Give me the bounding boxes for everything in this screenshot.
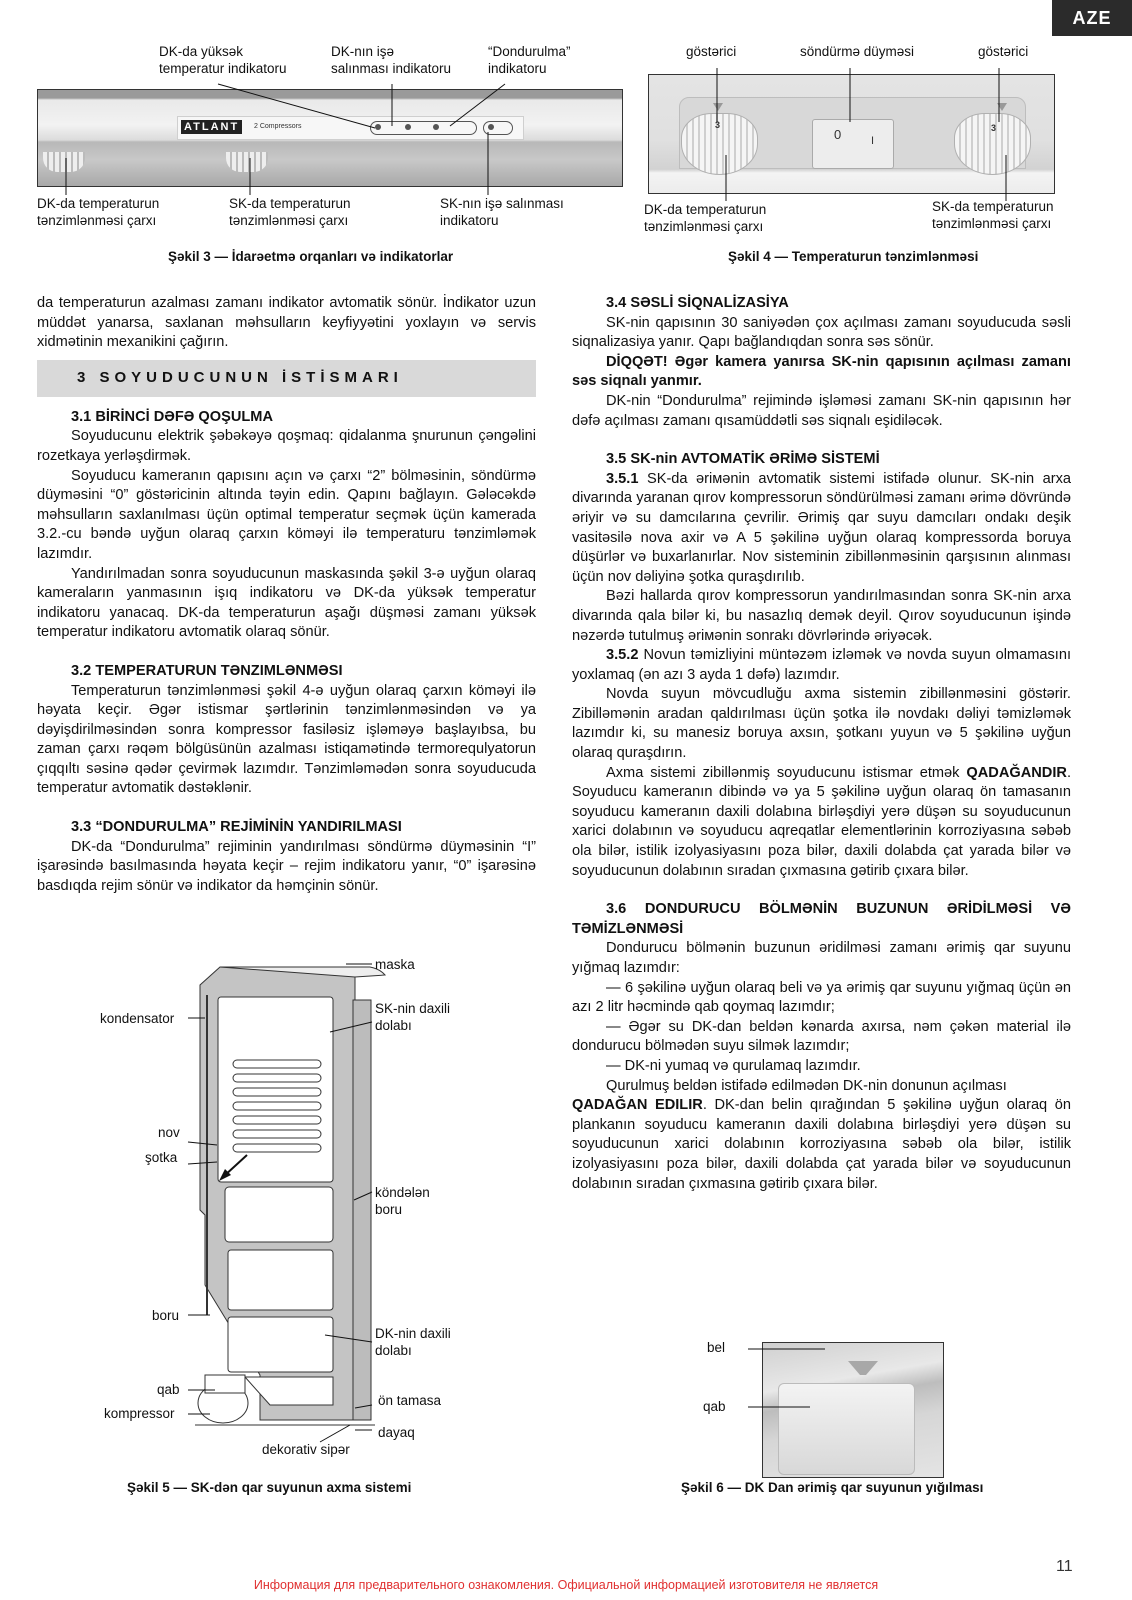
page-number: 11	[1056, 1558, 1073, 1575]
warning-paragraph: DİQQƏT! Əgər kamera yanırsa SK-nin qapısının açılması zamanı səs siqnalı yanmır.	[572, 353, 1071, 390]
fig5-label-dayaq: dayaq	[378, 1425, 415, 1440]
paragraph-3-5-2: 3.5.2 Novun təmizliyini müntəzəm izləmək və novda suyun olmamasını yoxlamaq (ən azı 3 ayda 1 dəfə) lazımdır.	[572, 647, 1071, 683]
language-tab: AZE	[1052, 0, 1132, 36]
fig5-label-on-tamasa: ön tamasa	[378, 1393, 442, 1408]
paragraph: Novda suyun mövcudluğu axma sistemin zibillənməsini göstərir. Zibilləmənin aradan qaldırılması üçün şotka ilə novdakı dəliyi təmizləmək lazımdır ki, su manesiz boruya axsın, şotkanı yuyun və 5 şəkilinə uyğun olaraq quraşdırın.	[572, 686, 1071, 762]
paragraph: Bəzi hallarda qırov kompressorun yandırılmasından sonra SK-nin arxa divarında qala bilər ki, bu nasazlıq demək deyil. Qırov soyuducunun işində nəzərdə tutulmuş əriмənin sonrakı dövrlərində əriyəcək.	[572, 588, 1071, 644]
fig5-label-dk-daxili: DK-nin daxili dolabı	[375, 1326, 451, 1358]
switch-mark-i: I	[871, 135, 875, 147]
disclaimer-footer: Информация для предварительного ознакомления. Официальной информацией изготовителя не является	[253, 1578, 879, 1592]
panel-compressors-text: 2 Compressors	[254, 123, 302, 130]
intro-paragraph: da temperaturun azalması zamanı indikator avtomatik sönür. İndikator uzun müddət yanarsa, saxlanan məhsulların keyfiyyətini yoxlayın və servis xidmətinin mexanikini çağırın.	[37, 295, 536, 351]
fig4-label-dk-dial: DK-da temperaturun tənzimlənməsi çarxı	[644, 202, 767, 234]
fig6-label-qab: qab	[703, 1399, 726, 1414]
heading-3-2: 3.2 TEMPERATURUN TƏNZIMLƏNMƏSI	[71, 662, 343, 679]
heading-3-1: 3.1 BİRİNCİ DƏFƏ QOŞULMA	[71, 408, 274, 425]
atlant-logo: ATLANT	[181, 120, 242, 134]
switch-mark-0: 0	[834, 127, 842, 142]
heading-3-4: 3.4 SƏSLİ SİQNALİZASİYA	[606, 295, 789, 311]
heading-3-3: 3.3 “DONDURULMA” REJİMİNİN YANDIRILMASI	[71, 819, 402, 836]
fig4-label-pointer-left: göstərici	[686, 44, 737, 59]
fig6-label-bel: bel	[707, 1340, 726, 1355]
paragraph: DK-da “Dondurulma” rejiminin yandırılması söndürmə düyməsinin “I” işarəsində basılmasında həyata keçir – rejim indikatoru yanır, “0” işarəsinə basdıqda rejim sönür və indikator da həmçinin sönür.	[37, 838, 536, 894]
paragraph-3-5-1: 3.5.1 SK-da əriмənin avtomatik sistemi istifadə olunur. SK-nin arxa divarında yaranan qırov kompressorun söndürülməsi zamanı ərimə dövründə əriyir və su damcılarına çevrilir. Ərimiş qar suyu damcıları ondakı deşik vasitəsilə nova axir və A 5 şəkilinə uyğun olaraq kompressorda boruya düşürlər və buxarlanırlar. Nov sisteminin zibillənməsinin qarşısının alınması üçün nov dəliyinə şotka quraşdırılıb.	[572, 470, 1071, 585]
fig4-leader-lines	[640, 60, 1080, 210]
fig3-label-freeze: “Dondurulma” indikatoru	[488, 44, 571, 76]
list-item: — DK-ni yumaq və qurulamaq lazımdır.	[606, 1057, 861, 1074]
fig3-label-dk-high-temp: DK-da yüksək temperatur indikatoru	[159, 44, 287, 76]
paragraph: DK-nin “Dondurulma” rejimində işləməsi zamanı SK-nin qapısının hər dəfə açılması zamanı qısamüddətli səs siqnalı eşidiləcək.	[572, 392, 1071, 429]
fig5-label-maska: maska	[375, 957, 415, 972]
fig5-label-kondensator: kondensator	[100, 1011, 175, 1026]
fig3-leader-lines	[0, 0, 640, 200]
fig5-label-sk-daxili: SK-nin daxili dolabı	[375, 1001, 451, 1033]
fig5-label-qab: qab	[157, 1382, 180, 1397]
fig3-label-dk-on: DK-nın işə salınması indikatoru	[331, 44, 452, 76]
fig5-label-kompressor: kompressor	[104, 1406, 175, 1421]
fig6-caption: Şəkil 6 — DK Dan ərimiş qar suyunun yığılması	[681, 1480, 984, 1495]
fig5-caption: Şəkil 5 — SK-dən qar suyunun axma sistemi	[127, 1480, 412, 1495]
paragraph: QADAĞAN EDILIR. DK-dan belin qırağından 5 şəkilinə uyğun olaraq ön plankanın soyuducu kameranın daxili dolabına birləşdiyi yerə düşən su soyuducunun xarici dolabının korroziyasına səbəb ola bilər, istilik izolyasiyasını poza bilər, daxili dolabda çat yarada bilər və soyuducunun dolabının sıradan çıxmasına gətirib çıxara bilər.	[572, 1097, 1071, 1192]
fig3-caption: Şəkil 3 — İdarəetmə orqanları və indikatorlar	[168, 249, 454, 264]
fig6-leader-lines	[730, 1340, 880, 1420]
fig5-label-dekorativ: dekorativ sipər	[262, 1442, 350, 1457]
dk-dial-mark: 3	[715, 120, 721, 130]
fig4-caption: Şəkil 4 — Temperaturun tənzimlənməsi	[728, 249, 979, 264]
list-item: — 6 şəkilinə uyğun olaraq beli və ya ərimiş qar suyunu yığmaq üçün ən azı 2 litr həcmində qab qoymaq lazımdır;	[572, 979, 1071, 1016]
sk-dial-mark: 3	[991, 123, 997, 133]
paragraph: Temperaturun tənzimlənməsi şəkil 4-ə uyğun olaraq çarxın köməyi ilə həyata keçir. Əgər istismar şərtlərinin tənzimlənməsindən və ya dəyişdirilməsindən sonra kompressor fasiləsiz işləməyə başlayıbsa, bu zaman çarxı rəqəm bölgüsünün azalması istiqamətində termorequlyatorun çıqqıltı səsinə qədər çevirmək lazımdır. Tənzimləmədən sonra soyuducuda temperatur avtomatik dəstəklənir.	[37, 682, 536, 797]
section-3-title: 3 SOYUDUCUNUN İSTİSMARI	[37, 360, 536, 397]
paragraph: Dondurucu bölmənin buzunun əridilməsi zamanı ərimiş qar suyunu yığmaq lazımdır:	[572, 940, 1071, 976]
fig3-label-dk-dial: DK-da temperaturun tənzimlənməsi çarxı	[37, 196, 160, 228]
paragraph: Soyuducunu elektrik şəbəkəyə qoşmaq: qidalanma şnurunun çəngəlini rozetkaya yerləşdirmək.	[37, 428, 536, 464]
fig5-label-sotka: şotka	[145, 1150, 178, 1165]
fig4-label-switch: söndürmə düyməsi	[800, 44, 915, 59]
fig5-label-nov: nov	[158, 1125, 180, 1140]
list-item: — Əgər su DK-dan beldən kənarda axırsa, nəm çəkən material ilə dondurucu bölmədən suyu silmək lazımdır;	[572, 1018, 1071, 1055]
paragraph: SK-nin qapısının 30 saniyədən çox açılması zamanı soyuducuda səsli siqnalizasiya yanır. Qapı bağlandıqdan sonra səs sönür.	[572, 314, 1071, 351]
fig4-label-pointer-right: göstərici	[978, 44, 1029, 59]
right-text-column	[572, 294, 1071, 1194]
heading-3-6: 3.6 DONDURUCU BÖLMƏNİN BUZUNUN ƏRİDİLMƏSİ VƏ TƏMİZLƏNMƏSİ	[572, 901, 1071, 937]
fig4-label-sk-dial: SK-da temperaturun tənzimlənməsi çarxı	[932, 199, 1054, 231]
left-text-column	[37, 294, 536, 896]
paragraph: Yandırılmadan sonra soyuducunun maskasında şəkil 3-ə uyğun olaraq kameraların yanmasının işıq indikatoru və DK-da yüksək temperatur indikatoru yanacaq. DK-da temperaturun aşağı düşməsi zamanı yüksək temperatur indikatoru avtomatik olaraq sönür.	[37, 565, 536, 641]
paragraph: Qurulmuş beldən istifadə edilmədən DK-nin donunun açılması	[606, 1077, 1007, 1094]
fig3-label-sk-on: SK-nın işə salınması indikatoru	[440, 196, 564, 228]
fig5-leader-lines	[0, 940, 560, 1460]
fig3-label-sk-dial: SK-da temperaturun tənzimlənməsi çarxı	[229, 196, 351, 228]
paragraph: Soyuducu kameranın qapısını açın və çarxı “2” bölməsinin, söndürmə düyməsini “0” göstəricinin altında təyin edin. Qapını bağlayın. Gələcəkdə məhsulların saxlanılması üçün optimal temperatur seçmək üçün kamerada 3.2.-cu bəndə uyğun olaraq çarxın köməyi ilə temperaturu tənzimləmək lazımdır.	[37, 467, 536, 562]
fig5-label-boru: boru	[152, 1308, 180, 1323]
fig5-label-kondelen-boru: köndələn boru	[375, 1185, 430, 1217]
heading-3-5: 3.5 SK-nin AVTOMATİK ƏRİMƏ SİSTEMİ	[606, 451, 880, 468]
paragraph: Axma sistemi zibillənmiş soyuducunu istismar etmək QADAĞANDIR. Soyuducu kameranın dibində və ya 5 şəkilinə uyğun olaraq ön tamasanın soyuducu kameranın daxili dolabına birləşdiyi yerə düşən su soyuducunun xarici dolabının və soyuducu aqreqatlar elementlərinin korroziyasına səbəb ola bilər, istilik izolyasiyasını poza bilər, daxili dolabda çat yarada bilər və soyuducunun dolabının sıradan çıxmasına gətirib çıxara bilər.	[572, 764, 1071, 879]
